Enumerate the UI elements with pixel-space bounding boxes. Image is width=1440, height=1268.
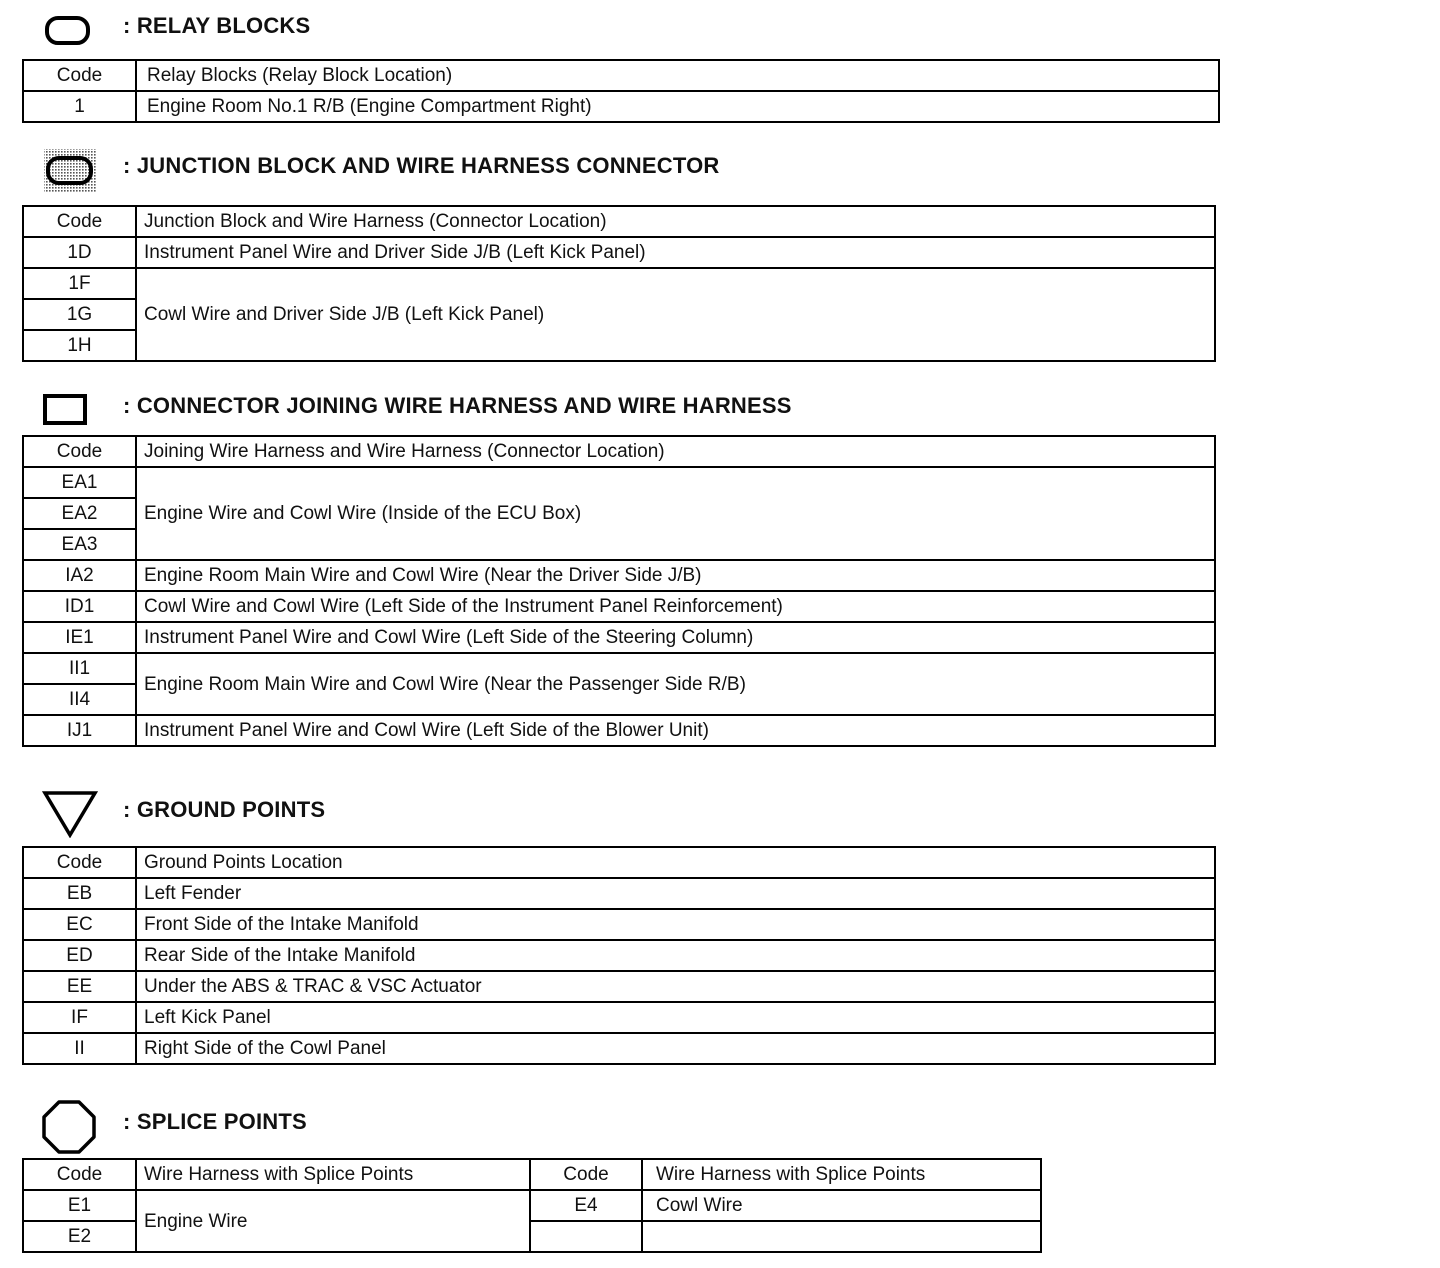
header-description: Joining Wire Harness and Wire Harness (Connector Location)	[136, 436, 1215, 467]
table-row	[23, 909, 1215, 940]
header-code: Code	[23, 60, 136, 91]
table-row	[23, 1190, 1041, 1221]
header-code: Code	[23, 1159, 136, 1190]
row-code: E2	[23, 1221, 136, 1252]
table-header-row	[23, 206, 1215, 237]
row-code: 1G	[23, 299, 136, 330]
header-description: Relay Blocks (Relay Block Location)	[136, 60, 1219, 91]
connectors-table	[22, 435, 1216, 747]
row-description: Instrument Panel Wire and Cowl Wire (Left Side of the Steering Column)	[136, 622, 1215, 653]
row-code	[530, 1221, 642, 1252]
row-code: II4	[23, 684, 136, 715]
table-row	[23, 1033, 1215, 1064]
row-code: ID1	[23, 591, 136, 622]
table-row	[23, 940, 1215, 971]
relay-block-icon	[44, 14, 92, 48]
table-header-row	[23, 1159, 1041, 1190]
row-description: Under the ABS & TRAC & VSC Actuator	[136, 971, 1215, 1002]
table-row	[23, 622, 1215, 653]
row-code: 1H	[23, 330, 136, 361]
junction-blocks-title: : JUNCTION BLOCK AND WIRE HARNESS CONNECTOR	[123, 153, 720, 178]
header-description: Wire Harness with Splice Points	[136, 1159, 530, 1190]
row-description: Cowl Wire and Driver Side J/B (Left Kick Panel)	[136, 268, 1215, 361]
row-code: EE	[23, 971, 136, 1002]
row-description: Rear Side of the Intake Manifold	[136, 940, 1215, 971]
relay-blocks-title: : RELAY BLOCKS	[123, 13, 311, 38]
table-row	[23, 560, 1215, 591]
row-code: E1	[23, 1190, 136, 1221]
header-description: Ground Points Location	[136, 847, 1215, 878]
row-description: Engine Wire and Cowl Wire (Inside of the ECU Box)	[136, 467, 1215, 560]
row-code: EA3	[23, 529, 136, 560]
row-code: II	[23, 1033, 136, 1064]
row-description: Engine Wire	[136, 1190, 530, 1252]
empty-cell	[642, 1221, 1041, 1252]
row-code: IE1	[23, 622, 136, 653]
row-description: Cowl Wire	[642, 1190, 1041, 1221]
row-description: Front Side of the Intake Manifold	[136, 909, 1215, 940]
table-row	[23, 467, 1215, 498]
table-row	[23, 715, 1215, 746]
row-code: 1	[23, 91, 136, 122]
row-description: Engine Room Main Wire and Cowl Wire (Near the Driver Side J/B)	[136, 560, 1215, 591]
header-description: Junction Block and Wire Harness (Connector Location)	[136, 206, 1215, 237]
table-row	[23, 91, 1219, 122]
header-code: Code	[530, 1159, 642, 1190]
row-code: EA1	[23, 467, 136, 498]
connector-icon	[42, 393, 88, 427]
table-header-row	[23, 436, 1215, 467]
row-code: EC	[23, 909, 136, 940]
header-code: Code	[23, 206, 136, 237]
ground-points-title: : GROUND POINTS	[123, 797, 326, 822]
header-description: Wire Harness with Splice Points	[642, 1159, 1041, 1190]
row-description: Engine Room Main Wire and Cowl Wire (Near the Passenger Side R/B)	[136, 653, 1215, 715]
row-description: Instrument Panel Wire and Cowl Wire (Left Side of the Blower Unit)	[136, 715, 1215, 746]
row-description: Cowl Wire and Cowl Wire (Left Side of the Instrument Panel Reinforcement)	[136, 591, 1215, 622]
row-description: Engine Room No.1 R/B (Engine Compartment Right)	[136, 91, 1219, 122]
table-row	[23, 268, 1215, 299]
connectors-title: : CONNECTOR JOINING WIRE HARNESS AND WIRE HARNESS	[123, 393, 792, 418]
table-row	[23, 653, 1215, 684]
header-code: Code	[23, 847, 136, 878]
row-code: IJ1	[23, 715, 136, 746]
row-code: EA2	[23, 498, 136, 529]
row-code: EB	[23, 878, 136, 909]
row-code: E4	[530, 1190, 642, 1221]
table-row	[23, 1002, 1215, 1033]
splice-points-title: : SPLICE POINTS	[123, 1109, 307, 1134]
table-header-row	[23, 60, 1219, 91]
row-description: Instrument Panel Wire and Driver Side J/B (Left Kick Panel)	[136, 237, 1215, 268]
table-header-row	[23, 847, 1215, 878]
table-row	[23, 971, 1215, 1002]
junction-block-icon	[43, 148, 97, 194]
row-code: IA2	[23, 560, 136, 591]
table-row	[23, 591, 1215, 622]
row-code: IF	[23, 1002, 136, 1033]
row-code: 1F	[23, 268, 136, 299]
ground-point-icon	[42, 790, 98, 838]
row-code: 1D	[23, 237, 136, 268]
table-row	[23, 878, 1215, 909]
splice-point-icon	[41, 1099, 97, 1155]
row-description: Right Side of the Cowl Panel	[136, 1033, 1215, 1064]
row-code: ED	[23, 940, 136, 971]
ground-points-table	[22, 846, 1216, 1065]
junction-blocks-table	[22, 205, 1216, 362]
header-code: Code	[23, 436, 136, 467]
row-code: II1	[23, 653, 136, 684]
table-row	[23, 237, 1215, 268]
splice-points-table	[22, 1158, 1042, 1253]
row-description: Left Fender	[136, 878, 1215, 909]
row-description: Left Kick Panel	[136, 1002, 1215, 1033]
relay-blocks-table	[22, 59, 1220, 123]
